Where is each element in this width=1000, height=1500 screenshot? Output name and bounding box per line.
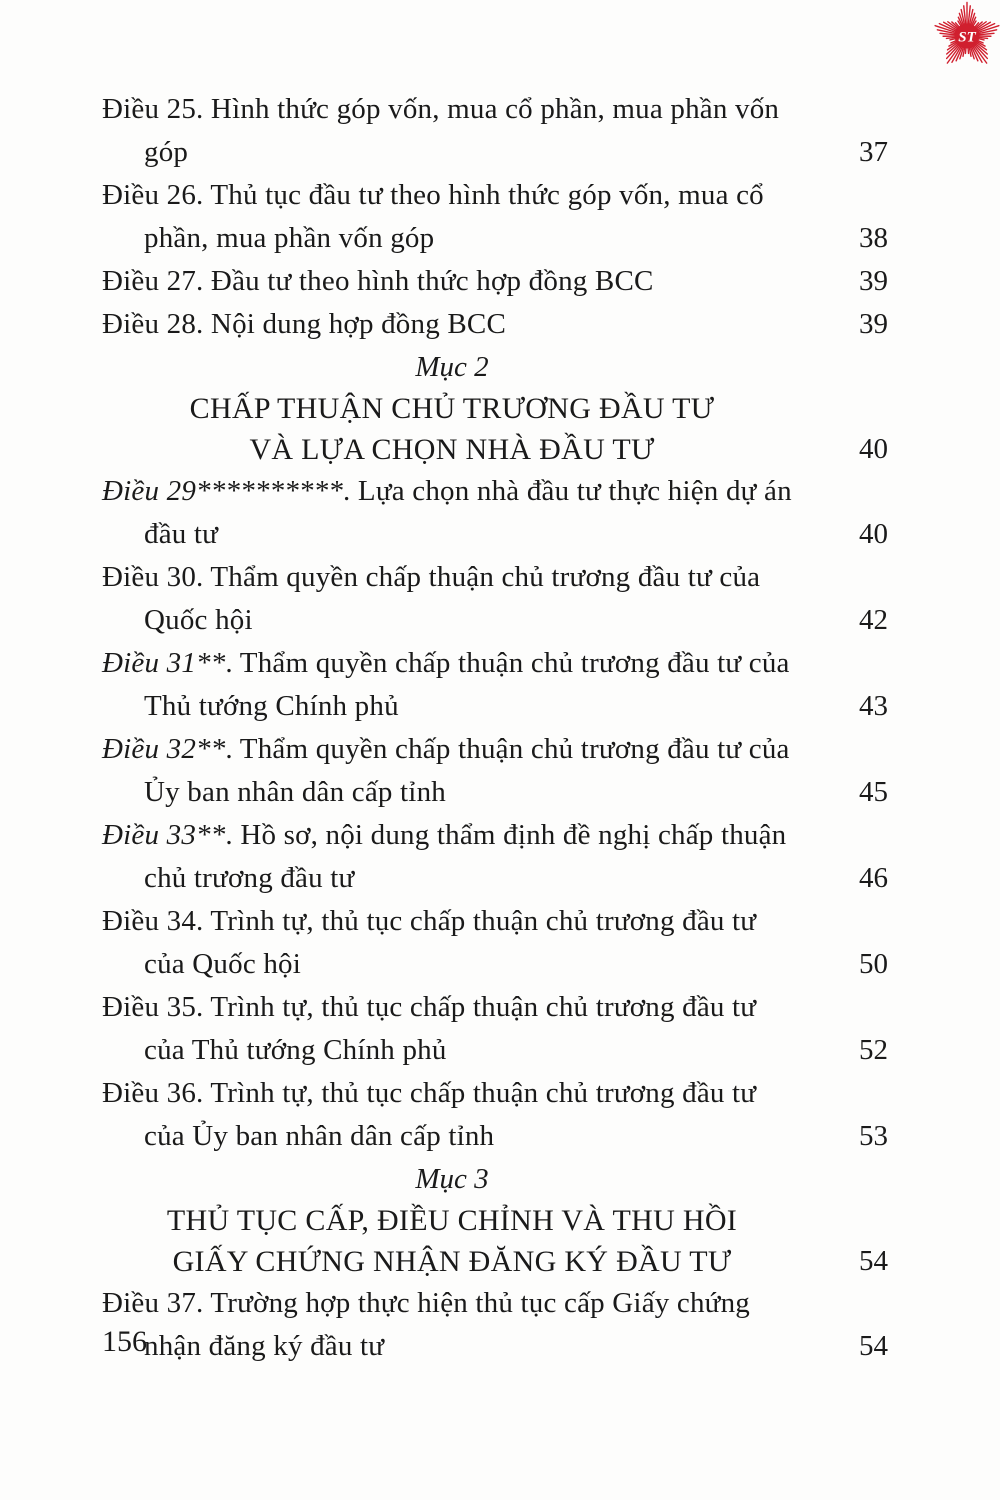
toc-entry-dieu-30 xyxy=(102,556,888,642)
toc-entry-prefix: Điều 29********** xyxy=(102,475,344,507)
toc-entry-text xyxy=(102,1072,802,1158)
toc-entry-page-number: 43 xyxy=(859,690,888,722)
toc-entry-text xyxy=(102,556,802,642)
toc-entry-title: . Hồ sơ, nội dung thẩm định đề nghị chấp thuận chủ trương đầu tư xyxy=(144,819,787,894)
toc-entry-dieu-36 xyxy=(102,1072,888,1158)
toc-entry-page-number: 39 xyxy=(859,265,888,297)
toc-section-title-row xyxy=(102,1200,888,1282)
toc-section-title-line2: VÀ LỰA CHỌN NHÀ ĐẦU TƯ xyxy=(249,433,655,466)
toc-entry-dieu-25 xyxy=(102,88,888,174)
toc-entry-title: Điều 30. Thẩm quyền chấp thuận chủ trương đầu tư của Quốc hội xyxy=(102,561,761,636)
toc-section-muc-2 xyxy=(102,346,888,470)
toc-section-page-number: 40 xyxy=(859,433,888,465)
toc-entry-text xyxy=(102,728,802,814)
toc-entry-page-number: 50 xyxy=(859,948,888,980)
toc-section-page-number: 54 xyxy=(859,1245,888,1277)
toc-entry-title: Điều 36. Trình tự, thủ tục chấp thuận chủ trương đầu tư của Ủy ban nhân dân cấp tỉnh xyxy=(102,1077,757,1152)
toc-entry-dieu-31 xyxy=(102,642,888,728)
toc-entry-text xyxy=(102,642,802,728)
toc-section-kicker: Mục 3 xyxy=(415,1163,489,1195)
toc-entry-dieu-37 xyxy=(102,1282,888,1368)
toc-entry-title: . Lựa chọn nhà đầu tư thực hiện dự án đầu tư xyxy=(144,475,792,550)
toc-entry-text xyxy=(102,814,802,900)
toc-entry-dieu-32 xyxy=(102,728,888,814)
toc-entry-page-number: 53 xyxy=(859,1120,888,1152)
toc-section-kicker: Mục 2 xyxy=(415,351,489,383)
toc-entry-text xyxy=(102,1282,802,1368)
toc-entry-dieu-34 xyxy=(102,900,888,986)
toc-entry-dieu-28 xyxy=(102,303,888,346)
toc-entry-page-number: 40 xyxy=(859,518,888,550)
toc-entry-text xyxy=(102,986,802,1072)
toc-entry-title: Điều 26. Thủ tục đầu tư theo hình thức góp vốn, mua cổ phần, mua phần vốn góp xyxy=(102,179,764,254)
toc-entry-title: Điều 27. Đầu tư theo hình thức hợp đồng BCC xyxy=(102,265,654,297)
publisher-star-logo xyxy=(932,1,1000,71)
toc-entry-page-number: 45 xyxy=(859,776,888,808)
toc-entry-text xyxy=(102,470,802,556)
toc-section-title-row xyxy=(102,388,888,470)
toc-entry-prefix: Điều 31** xyxy=(102,647,226,679)
toc-entry-title: Điều 37. Trường hợp thực hiện thủ tục cấp Giấy chứng nhận đăng ký đầu tư xyxy=(102,1287,751,1362)
toc-entry-page-number: 54 xyxy=(859,1330,888,1362)
toc-entry-title: Điều 25. Hình thức góp vốn, mua cổ phần, mua phần vốn góp xyxy=(102,93,780,168)
toc-section-title-line1: THỦ TỤC CẤP, ĐIỀU CHỈNH VÀ THU HỒI xyxy=(166,1204,738,1237)
toc-entry-text xyxy=(102,88,802,174)
toc-entry-page-number: 38 xyxy=(859,222,888,254)
toc-entry-dieu-35 xyxy=(102,986,888,1072)
toc-entry-prefix: Điều 33** xyxy=(102,819,226,851)
toc-entry-dieu-33 xyxy=(102,814,888,900)
toc-entry-dieu-26 xyxy=(102,174,888,260)
toc-entry-page-number: 39 xyxy=(859,308,888,340)
toc-entry-title: Điều 28. Nội dung hợp đồng BCC xyxy=(102,308,506,340)
toc-entry-page-number: 37 xyxy=(859,136,888,168)
toc-entry-dieu-27 xyxy=(102,260,888,303)
toc-entry-page-number: 42 xyxy=(859,604,888,636)
toc-entry-title: . Thẩm quyền chấp thuận chủ trương đầu tư của Thủ tướng Chính phủ xyxy=(144,647,790,722)
toc-entry-title: Điều 35. Trình tự, thủ tục chấp thuận chủ trương đầu tư của Thủ tướng Chính phủ xyxy=(102,991,757,1066)
toc-entry-page-number: 52 xyxy=(859,1034,888,1066)
toc-entry-page-number: 46 xyxy=(859,862,888,894)
toc-entry-text xyxy=(102,174,802,260)
toc-entry-title: . Thẩm quyền chấp thuận chủ trương đầu tư của Ủy ban nhân dân cấp tỉnh xyxy=(144,733,790,808)
footer-page-number: 156 xyxy=(102,1325,147,1358)
toc-entry-dieu-29 xyxy=(102,470,888,556)
toc-entry-text xyxy=(102,900,802,986)
toc-entry-title: Điều 34. Trình tự, thủ tục chấp thuận chủ trương đầu tư của Quốc hội xyxy=(102,905,757,980)
toc-section-title xyxy=(102,1200,802,1282)
toc-section-title xyxy=(102,388,802,470)
toc-entry-prefix: Điều 32** xyxy=(102,733,226,765)
toc-section-title-line1: CHẤP THUẬN CHỦ TRƯƠNG ĐẦU TƯ xyxy=(189,392,715,425)
toc-section-muc-3 xyxy=(102,1158,888,1282)
toc-entry-text xyxy=(102,260,802,303)
logo-monogram: ST xyxy=(958,29,976,46)
toc-entry-text xyxy=(102,303,802,346)
toc-list xyxy=(102,88,888,1368)
toc-section-title-line2: GIẤY CHỨNG NHẬN ĐĂNG KÝ ĐẦU TƯ xyxy=(172,1245,732,1278)
